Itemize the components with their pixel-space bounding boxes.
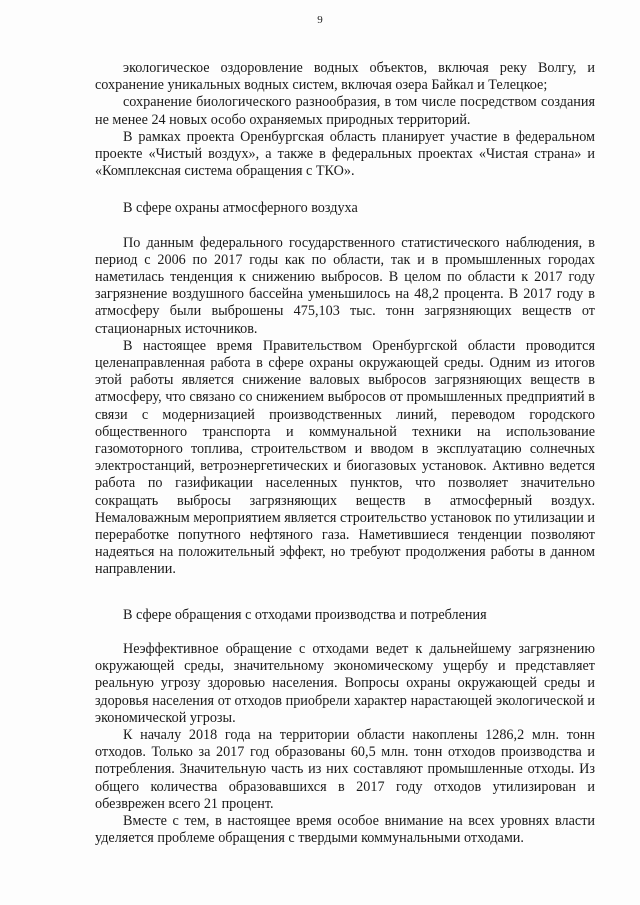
waste-paragraph-attention: Вместе с тем, в настоящее время особое внимание на всех уровнях власти уделяется проблеме обращения с твердыми коммунальными отходами. bbox=[95, 812, 595, 847]
document-body bbox=[95, 60, 595, 847]
section-heading-waste: В сфере обращения с отходами производства и потребления bbox=[123, 606, 487, 623]
spacer bbox=[95, 624, 595, 641]
spacer bbox=[95, 218, 595, 235]
page-number: 9 bbox=[317, 14, 323, 26]
spacer bbox=[95, 180, 595, 200]
air-paragraph-government-work: В настоящее время Правительством Оренбургской области проводится целенаправленная работа в сфере охраны окружающей среды. Одним из итогов этой работы является снижение валовых выбросов загрязняющих веществ в атмосферу, что связано со снижением выбросов от промышленных предприятий в связи с модернизацией производственных линий, переводом городского общественного транспорта и коммунальной техники на использование газомоторного топлива, строительством и вводом в эксплуатацию солнечных электростанций, ветроэнергетических и биогазовых установок. Активно ведется работа по газификации населенных пунктов, что позволяет значительно сокращать выбросы загрязняющих веществ в атмосферный воздух. Немаловажным мероприятием является строительство установок по утилизации и переработке попутного нефтяного газа. Наметившиеся тенденции позволяют надеяться на положительный эффект, но требуют продолжения работы в данном направлении. bbox=[95, 337, 595, 578]
intro-paragraph-project: В рамках проекта Оренбургская область планирует участие в федеральном проекте «Чистый воздух», а также в федеральных проектах «Чистая страна» и «Комплексная система обращения с ТКО». bbox=[95, 128, 595, 180]
air-paragraph-statistics: По данным федерального государственного статистического наблюдения, в период с 2006 по 2017 годы как по области, так и в промышленных городах наметилась тенденция к снижению выбросов. В целом по области к 2017 году загрязнение воздушного бассейна уменьшилось на 48,2 процента. В 2017 году в атмосферу были выброшены 475,103 тыс. тонн загрязняющих веществ от стационарных источников. bbox=[95, 234, 595, 337]
intro-paragraph-rivers: экологическое оздоровление водных объектов, включая реку Волгу, и сохранение уникальных водных систем, включая озера Байкал и Телецкое; bbox=[95, 60, 595, 94]
waste-paragraph-threat: Неэффективное обращение с отходами ведет к дальнейшему загрязнению окружающей среды, значительному экономическому ущербу и представляет реальную угрозу здоровью населения. Вопросы охраны окружающей среды и здоровья населения от отходов приобрели характер нарастающей экологической и экономической угрозы. bbox=[95, 640, 595, 726]
intro-paragraph-biodiversity: сохранение биологического разнообразия, в том числе посредством создания не менее 24 новых особо охраняемых природных территорий. bbox=[95, 94, 595, 128]
section-heading-air: В сфере охраны атмосферного воздуха bbox=[123, 200, 358, 217]
spacer bbox=[95, 579, 595, 607]
waste-paragraph-accumulated: К началу 2018 года на территории области накоплены 1286,2 млн. тонн отходов. Только за 2017 год образованы 60,5 млн. тонн отходов производства и потребления. Значительную часть из них составляют промышленные отходы. Из общего количества образовавшихся в 2017 году отходов утилизирован и обезврежен всего 21 процент. bbox=[95, 726, 595, 812]
